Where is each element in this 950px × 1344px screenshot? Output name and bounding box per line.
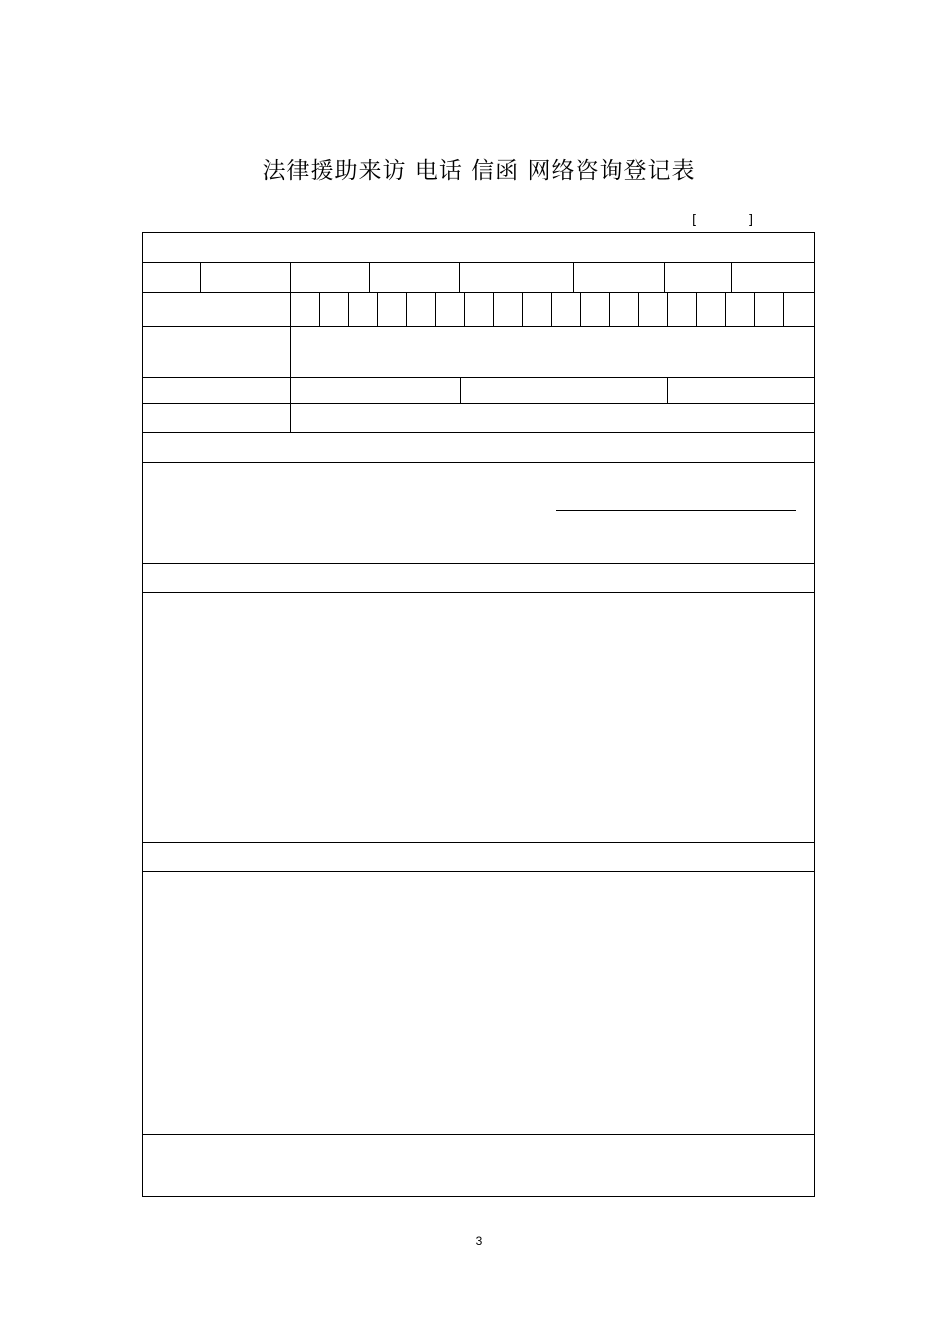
remarks-field[interactable] [143,1160,814,1196]
gender-field[interactable] [370,263,459,292]
id-number-field[interactable] [291,293,814,326]
org-field[interactable] [668,378,814,403]
page-title: 法律援助来访 电话 信函 网络咨询登记表 [262,158,696,184]
consult-content-field[interactable] [143,593,814,842]
phone-field[interactable] [291,378,460,403]
page-number: 3 [475,1234,483,1248]
ethnicity-field[interactable] [732,263,814,292]
name-field[interactable] [201,263,290,292]
address-field[interactable] [291,327,814,377]
category-other-underline[interactable] [556,510,796,511]
number-bracket-close: ] [748,213,757,228]
reply-field[interactable] [143,872,814,1134]
birth-field[interactable] [574,263,664,292]
number-bracket-open: [ [692,213,701,228]
